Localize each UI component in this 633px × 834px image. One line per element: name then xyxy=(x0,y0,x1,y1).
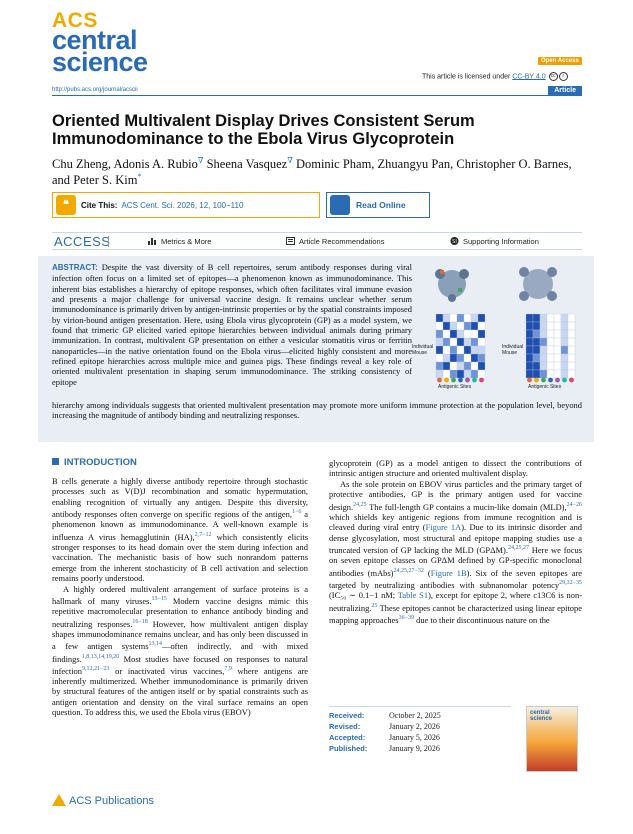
antigenic-site-marker xyxy=(527,378,532,383)
heatmap-cell xyxy=(568,354,575,362)
heatmap-cell xyxy=(478,370,485,378)
heatmap-cell xyxy=(568,314,575,322)
metrics-label: Metrics & More xyxy=(161,237,212,246)
article-type-tag: Article xyxy=(548,86,582,96)
heatmap-cell xyxy=(561,370,568,378)
read-online-label: Read Online xyxy=(356,200,406,210)
heatmap-cell xyxy=(561,322,568,330)
bar-chart-icon xyxy=(148,237,157,245)
by-icon: i xyxy=(559,72,568,81)
author-name[interactable]: Zhuangyu Pan xyxy=(377,157,451,172)
publisher-name: ACS Publications xyxy=(69,795,154,807)
supporting-info-label: Supporting Information xyxy=(463,237,539,246)
heatmap-cell xyxy=(554,362,561,370)
license-link[interactable]: CC-BY 4.0 xyxy=(512,73,546,81)
date-value: January 2, 2026 xyxy=(389,722,440,731)
heatmap-cell xyxy=(443,354,450,362)
toc-left-particle xyxy=(435,269,469,302)
heatmap-cell xyxy=(464,354,471,362)
metrics-link[interactable] xyxy=(148,237,211,246)
cite-text[interactable]: ACS Cent. Sci. 2026, 12, 100−110 xyxy=(121,200,244,210)
heatmap-cell xyxy=(464,346,471,354)
heatmap-cell xyxy=(436,346,443,354)
heatmap-cell xyxy=(561,362,568,370)
date-value: January 5, 2026 xyxy=(389,733,440,742)
heatmap-cell xyxy=(464,362,471,370)
heatmap-cell xyxy=(464,314,471,322)
heatmap-cell xyxy=(478,338,485,346)
antigenic-site-marker xyxy=(437,378,442,383)
heatmap-cell xyxy=(540,346,547,354)
heatmap-cell xyxy=(526,314,533,322)
heatmap-cell xyxy=(568,322,575,330)
journal-url-bar xyxy=(52,86,582,96)
intro-heading xyxy=(52,457,137,468)
table-s1-link[interactable]: Table S1 xyxy=(397,590,429,601)
article-icon xyxy=(286,237,295,245)
heatmap-cell xyxy=(443,338,450,346)
license-line xyxy=(422,72,568,81)
book-icon xyxy=(330,195,350,215)
heatmap-cell xyxy=(464,338,471,346)
heatmap-cell xyxy=(533,314,540,322)
figure-1b-link[interactable]: Figure 1B xyxy=(430,567,467,578)
antigenic-site-marker xyxy=(541,378,546,383)
heatmap-cell xyxy=(540,338,547,346)
heatmap-cell xyxy=(450,362,457,370)
heatmap-cell xyxy=(568,338,575,346)
heatmap-cell xyxy=(450,322,457,330)
cover-title: central science xyxy=(530,710,553,722)
heatmap-cell xyxy=(561,314,568,322)
abstract-label: ABSTRACT: xyxy=(52,263,98,272)
cite-label: Cite This: xyxy=(81,200,118,210)
heatmap-cell xyxy=(540,330,547,338)
toc-right-heatmap xyxy=(526,314,575,382)
toc-right-label: Individual xyxy=(502,344,524,350)
heatmap-cell xyxy=(547,370,554,378)
heatmap-cell xyxy=(457,370,464,378)
author-name[interactable]: Peter S. Kim xyxy=(73,173,138,188)
heatmap-cell xyxy=(561,354,568,362)
toc-right-particle xyxy=(519,267,557,301)
intro-paragraph-1: B cells generate a highly diverse antibody repertoire through stochastic processes such as V(D)J recombination and somatic hypermutation, enabling recognition of virtually any antigen. Despite this diversity, antibody responses often converge on specific regions of the antigen,$^{1-6}$ a phenomenon known as immunodominance. A well-known example is influenza A virus hemagglutinin (HA),$^{2,7-12}$ which consistently elicits stronger responses to its head domain over the stem during infection and vaccination. The mechanistic basis of how such nonrandom patterns emerge from the inherent stochasticity of B cell activation and selection remains poorly understood. xyxy=(52,476,308,584)
antigenic-site-marker xyxy=(444,378,449,383)
heatmap-cell xyxy=(436,354,443,362)
antigenic-site-marker xyxy=(569,378,574,383)
heatmap-cell xyxy=(478,314,485,322)
heatmap-cell xyxy=(443,346,450,354)
heatmap-cell xyxy=(533,322,540,330)
date-label: Published: xyxy=(329,744,368,753)
heatmap-cell xyxy=(547,314,554,322)
heatmap-cell xyxy=(533,370,540,378)
date-row xyxy=(329,721,511,732)
author-name[interactable]: Sheena Vasquez xyxy=(206,157,288,172)
heatmap-cell xyxy=(526,346,533,354)
heatmap-cell xyxy=(436,362,443,370)
heatmap-cell xyxy=(471,346,478,354)
acs-logo-icon xyxy=(52,794,66,806)
heatmap-cell xyxy=(443,362,450,370)
author-name[interactable]: Adonis A. Rubio xyxy=(113,157,198,172)
heatmap-cell xyxy=(547,354,554,362)
antigenic-site-marker xyxy=(562,378,567,383)
heatmap-cell xyxy=(554,338,561,346)
heatmap-cell xyxy=(533,354,540,362)
heatmap-cell xyxy=(533,346,540,354)
heatmap-cell xyxy=(478,346,485,354)
antigenic-site-marker xyxy=(458,378,463,383)
heatmap-cell xyxy=(471,370,478,378)
heatmap-cell xyxy=(464,330,471,338)
logo-acs: ACS xyxy=(52,9,98,32)
license-prefix: This article is licensed under xyxy=(422,73,513,81)
heatmap-cell xyxy=(568,370,575,378)
antigenic-site-marker xyxy=(548,378,553,383)
heatmap-cell xyxy=(554,346,561,354)
heatmap-cell xyxy=(547,346,554,354)
heatmap-cell xyxy=(540,362,547,370)
quote-icon: ❝ xyxy=(56,195,76,215)
intro-paragraph-4: As the sole protein on EBOV virus particles and the primary target of protective antibodies, GP is the primary antigen used for vaccine design.$^{24,25}$ The full-length GP contains a mucin-like domain (MLD),$^{24-26}$ which shields key antigenic regions from immune recognition and is cleaved during viral entry (Figure 1A). Due to its intrinsic disorder and dense glycosylation, most structural and epitope mapping studies use a truncated version of GP lacking the MLD (GPΔM).$^{24,25,27}$ Here we focus on seven epitope classes on GPΔM defined by GP-specific monoclonal antibodies (mAbs)$^{24,25,27-32}$ (Figure 1B). Six of the seven epitopes are targeted by neutralizing antibodies with subnanomolar potency$^{29,32-35}$ (IC₅₀ ∼ 0.1−1 nM; Table S1), except for epitope 2, where c13C6 is non-neutralizing.$^{25}$ These epitopes cannot be characterized using linear epitope mapping approaches$^{36-39}$ due to their discontinuous nature on the xyxy=(329,478,583,625)
open-access-badge: Open Access xyxy=(538,57,582,65)
heatmap-cell xyxy=(436,370,443,378)
access-bar xyxy=(52,232,582,250)
heatmap-cell xyxy=(478,354,485,362)
antigenic-site-marker xyxy=(451,378,456,383)
heatmap-cell xyxy=(436,322,443,330)
heatmap-cell xyxy=(526,330,533,338)
heatmap-cell xyxy=(554,330,561,338)
heatmap-cell xyxy=(568,346,575,354)
journal-url[interactable]: http://pubs.acs.org/journal/acscii xyxy=(52,87,138,93)
heatmap-cell xyxy=(471,354,478,362)
intro-left-column xyxy=(52,476,308,718)
author-affiliation-mark: ∇ xyxy=(287,156,293,165)
heatmap-cell xyxy=(443,322,450,330)
heatmap-cell xyxy=(533,362,540,370)
toc-left-axis-label: Antigenic Sites xyxy=(438,384,472,390)
date-label: Accepted: xyxy=(329,733,366,742)
antigenic-site-marker xyxy=(465,378,470,383)
intro-heading-text: INTRODUCTION xyxy=(64,457,137,468)
heatmap-cell xyxy=(471,330,478,338)
intro-paragraph-3: glycoprotein (GP) as a model antigen to dissect the contributions of intrinsic antigen structure and oriented multivalent display. xyxy=(329,458,582,479)
heatmap-cell xyxy=(568,330,575,338)
heatmap-cell xyxy=(450,330,457,338)
heatmap-cell xyxy=(464,322,471,330)
heatmap-cell xyxy=(450,346,457,354)
toc-right-axis-label: Antigenic Sites xyxy=(528,384,562,390)
author-name[interactable]: Chu Zheng xyxy=(52,157,108,172)
heatmap-cell xyxy=(526,322,533,330)
heatmap-cell xyxy=(554,354,561,362)
article-dates xyxy=(329,706,511,754)
heatmap-cell xyxy=(471,338,478,346)
heatmap-cell xyxy=(554,314,561,322)
svg-text:SI: SI xyxy=(452,239,457,245)
heatmap-cell xyxy=(540,322,547,330)
abstract-body: Despite the vast diversity of B cell repertoires, serum antibody responses during viral infection often focus on a limited set of epitopes—a phenomenon known as immunodominance. This inherent bias establishes a hierarchy of epitope responses, which often facilitates viral immune evasion and presents a major challenge for universal vaccine design. It remains unclear whether serum immunodominance is primarily driven by antigen-intrinsic properties or by the spatial constraints imposed by virion-bound antigen presentation. Here, using Ebola virus glycoprotein (GP) as a model system, we found that trimeric GP elicited varied epitope hierarchies between individual animals during primary immunization. In contrast, multivalent GP presentation on either a vesicular stomatitis virus or ferritin nanoparticles—in the native orientation found on the Ebola virus—elicited highly consistent and more refined epitope hierarchies across multiple mice and guinea pigs. These findings reveal a key role of oriented multivalent presentation in shaping serum immunodominance. The striking consistency of epitope xyxy=(52,262,412,387)
antigenic-site-marker xyxy=(555,378,560,383)
heatmap-cell xyxy=(568,362,575,370)
toc-left-label: Individual xyxy=(412,344,434,350)
heatmap-cell xyxy=(471,362,478,370)
heatmap-cell xyxy=(526,370,533,378)
heatmap-cell xyxy=(478,330,485,338)
logo-central: central xyxy=(52,25,138,56)
toc-graphic xyxy=(410,262,580,390)
abstract-text xyxy=(52,262,412,387)
date-label: Received: xyxy=(329,711,365,720)
heatmap-cell xyxy=(457,362,464,370)
heatmap-cell xyxy=(478,322,485,330)
heatmap-cell xyxy=(443,314,450,322)
author-name[interactable]: Dominic Pham xyxy=(295,157,372,172)
intro-right-column xyxy=(329,458,582,625)
author-affiliation-mark: ∇ xyxy=(197,156,204,165)
heatmap-cell xyxy=(464,370,471,378)
antigenic-site-marker xyxy=(479,378,484,383)
heatmap-cell xyxy=(526,354,533,362)
supporting-info-icon xyxy=(450,237,459,245)
heatmap-cell xyxy=(561,330,568,338)
section-marker-icon xyxy=(52,458,59,465)
svg-text:Mouse: Mouse xyxy=(502,350,518,356)
heatmap-cell xyxy=(526,362,533,370)
logo-science: science xyxy=(52,47,148,78)
heatmap-cell xyxy=(457,330,464,338)
heatmap-cell xyxy=(457,354,464,362)
page-footer xyxy=(52,786,582,826)
heatmap-cell xyxy=(436,314,443,322)
heatmap-cell xyxy=(436,338,443,346)
heatmap-cell xyxy=(450,370,457,378)
heatmap-cell xyxy=(450,354,457,362)
heatmap-cell xyxy=(478,362,485,370)
heatmap-cell xyxy=(554,370,561,378)
date-label: Revised: xyxy=(329,722,361,731)
abstract-text-continued: hierarchy among individuals suggests that oriented multivalent presentation may promote more uniform immune protection at the population level, beyond increasing the magnitude of antibody binding and neutralizing responses. xyxy=(52,400,582,421)
heatmap-cell xyxy=(540,370,547,378)
heatmap-cell xyxy=(547,338,554,346)
heatmap-cell xyxy=(457,322,464,330)
heatmap-cell xyxy=(457,346,464,354)
heatmap-cell xyxy=(526,338,533,346)
heatmap-cell xyxy=(561,346,568,354)
heatmap-cell xyxy=(533,338,540,346)
heatmap-cell xyxy=(547,330,554,338)
access-divider xyxy=(108,236,109,247)
recommendations-label: Article Recommendations xyxy=(299,237,385,246)
author-affiliation-mark: * xyxy=(137,172,142,182)
heatmap-cell xyxy=(561,338,568,346)
author-name[interactable]: Christopher O. Barnes xyxy=(456,157,569,172)
date-row xyxy=(329,743,511,754)
heatmap-cell xyxy=(533,330,540,338)
heatmap-cell xyxy=(554,322,561,330)
article-title: Oriented Multivalent Display Drives Consistent Serum Immunodominance to the Ebola Virus Glycoprotein xyxy=(52,112,475,149)
heatmap-cell xyxy=(471,322,478,330)
recommendations-link[interactable] xyxy=(286,237,384,246)
intro-paragraph-2: A highly ordered multivalent arrangement of surface proteins is a hallmark of many viruses.$^{13-15}$ Modern vaccine designs mimic this repetitive macromolecular presentation to enhance antibody binding and neutralizing responses.$^{16-18}$ However, how multivalent antigen display shapes immunodominance remains unclear, and has only been discussed in a few antigen systems$^{13,14}$—often indirectly, and with mixed findings.$^{1,8,13,14,19,20}$ Most studies have focused on responses to natural infection$^{9,12,21-23}$ or inactivated virus vaccines,$^{7,9}$ where antigens are inherently multimerized. Whether immunodominance is primarily driven by structural features of the antigen itself or by spatial constraints such as antigen orientation and density on the viral surface remains an open question. To address this, we used the Ebola virus (EBOV) xyxy=(52,583,309,718)
date-row xyxy=(329,732,511,743)
antigenic-site-marker xyxy=(472,378,477,383)
cite-this-box[interactable] xyxy=(52,192,320,218)
supporting-info-link[interactable] xyxy=(450,237,539,246)
heatmap-cell xyxy=(547,362,554,370)
figure-1a-link[interactable]: Figure 1A xyxy=(425,522,462,533)
date-row xyxy=(329,710,511,721)
read-online-button[interactable] xyxy=(326,192,430,218)
heatmap-cell xyxy=(443,370,450,378)
heatmap-cell xyxy=(547,322,554,330)
cc-icon: cc xyxy=(550,73,556,79)
heatmap-cell xyxy=(436,330,443,338)
heatmap-cell xyxy=(540,314,547,322)
heatmap-cell xyxy=(457,338,464,346)
heatmap-cell xyxy=(450,314,457,322)
author-list: Chu Zheng, Adonis A. Rubio∇ Sheena Vasquez∇ Dominic Pham, Zhuangyu Pan, Christopher O. Barnes, and Peter S. Kim* xyxy=(52,156,572,188)
heatmap-cell xyxy=(540,354,547,362)
heatmap-cell xyxy=(457,314,464,322)
date-value: October 2, 2025 xyxy=(389,711,441,720)
toc-left-heatmap xyxy=(436,314,485,382)
heatmap-cell xyxy=(443,330,450,338)
heatmap-cell xyxy=(450,338,457,346)
journal-logo xyxy=(52,9,148,78)
acs-publications-logo[interactable] xyxy=(52,794,154,807)
antigenic-site-marker xyxy=(534,378,539,383)
access-label: ACCESS xyxy=(54,234,111,249)
svg-text:Mouse: Mouse xyxy=(412,350,428,356)
date-value: January 9, 2026 xyxy=(389,744,440,753)
heatmap-cell xyxy=(471,314,478,322)
journal-cover-thumbnail[interactable] xyxy=(526,706,578,772)
